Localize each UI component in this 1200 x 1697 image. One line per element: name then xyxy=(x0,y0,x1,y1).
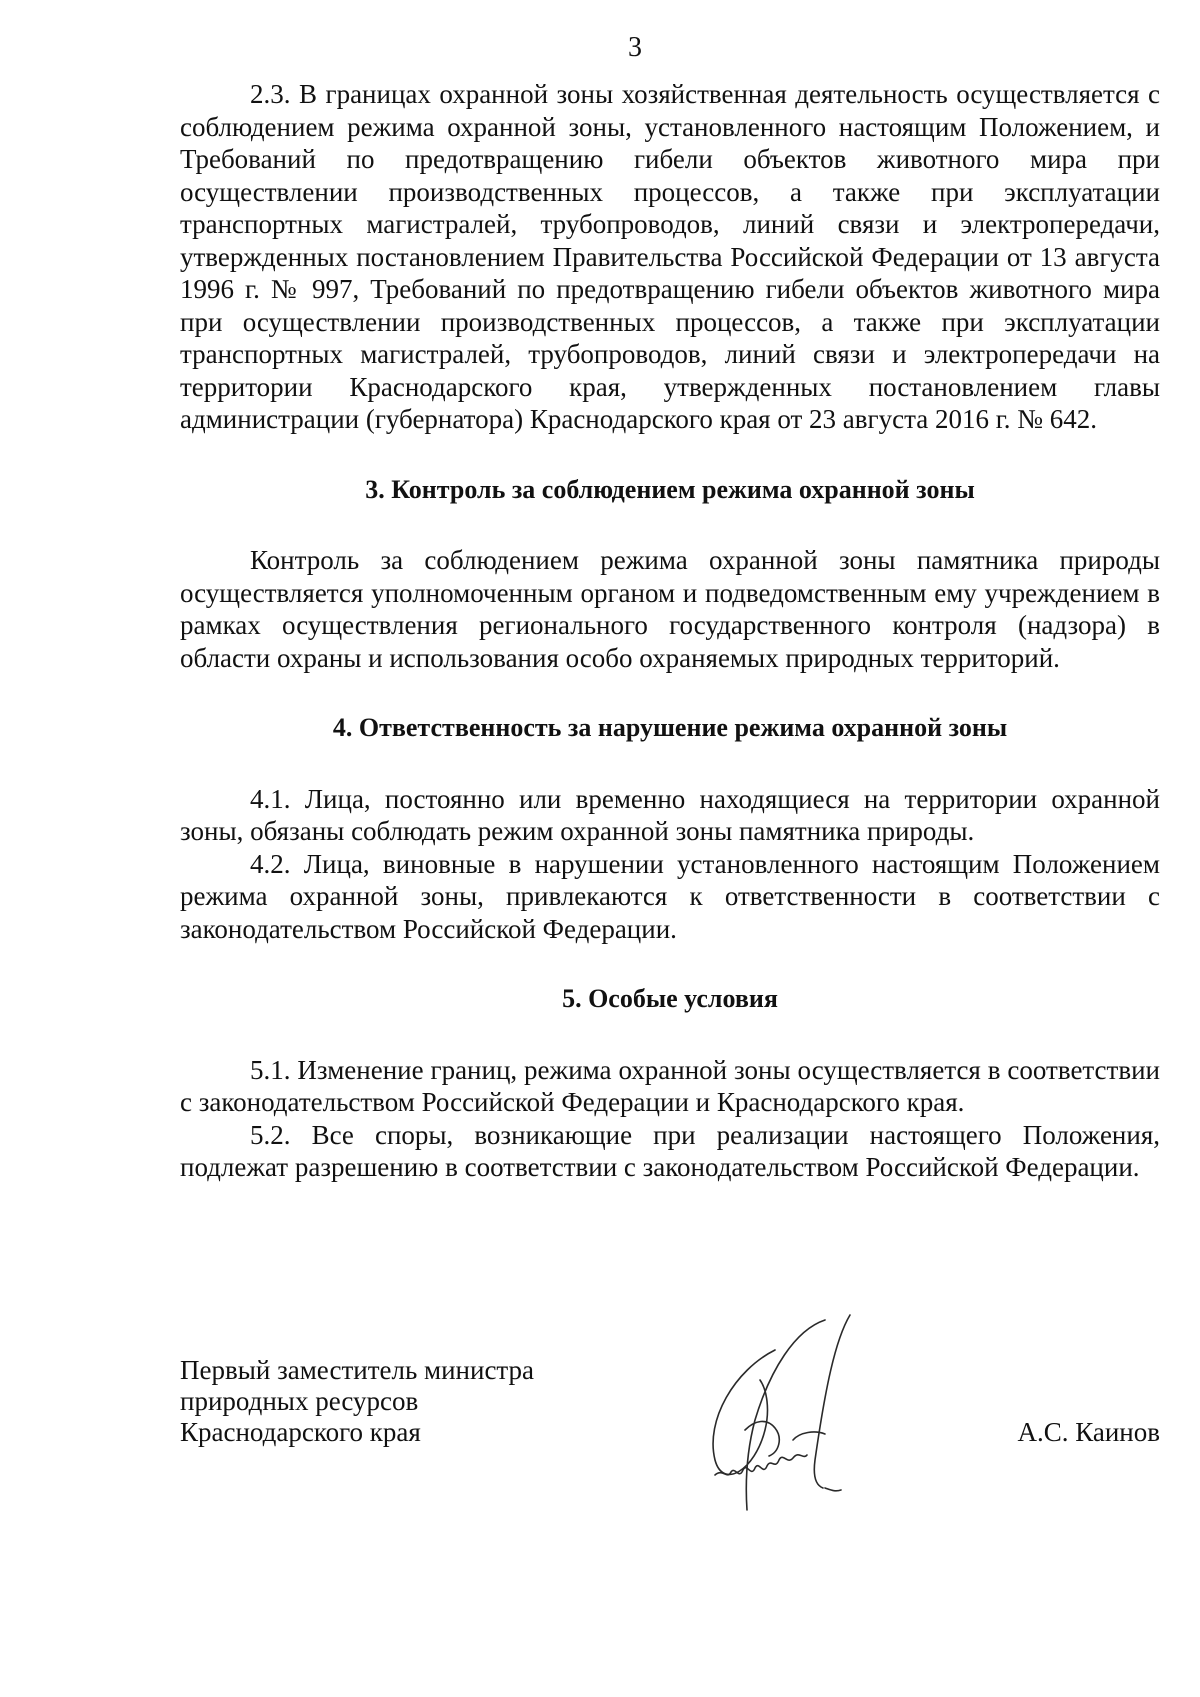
signature-stroke xyxy=(715,1455,807,1475)
page-number: 3 xyxy=(628,32,642,63)
section-5-heading: 5. Особые условия xyxy=(562,984,778,1013)
document-body xyxy=(180,78,1160,1184)
signatory-position-line: Первый заместитель министра xyxy=(180,1355,535,1385)
signature-stroke xyxy=(814,1315,850,1488)
handwritten-signature xyxy=(675,1310,885,1540)
paragraph-5-2: 5.2. Все споры, возникающие при реализации настоящего Положения, подлежат разрешению в соответствии с законодательством Российской Федерации. xyxy=(180,1119,1160,1182)
paragraph-4-1: 4.1. Лица, постоянно или временно находящиеся на территории охранной зоны, обязаны соблюдать режим охранной зоны памятника природы. xyxy=(180,783,1160,846)
signature-stroke xyxy=(746,1320,825,1510)
section-3-heading: 3. Контроль за соблюдением режима охранной зоны xyxy=(365,474,975,504)
signatory-position-line: природных ресурсов xyxy=(180,1386,419,1416)
paragraph-4-2: 4.2. Лица, виновные в нарушении установленного настоящим Положением режима охранной зоны, привлекаются к ответственности в соответствии с законодательством Российской Федерации. xyxy=(180,848,1160,944)
signatory-position xyxy=(180,1355,534,1448)
signatory-name: А.С. Каинов xyxy=(1017,1417,1160,1447)
signatory-position-line: Краснодарского края xyxy=(180,1417,421,1447)
signature-stroke xyxy=(793,1432,825,1440)
signature-stroke xyxy=(713,1350,775,1474)
paragraph-5-1: 5.1. Изменение границ, режима охранной зоны осуществляется в соответствии с законодательством Российской Федерации и Краснодарского края. xyxy=(180,1054,1160,1117)
section-3-paragraph: Контроль за соблюдением режима охранной зоны памятника природы осуществляется уполномоченным органом и подведомственным ему учреждением в рамках осуществления регионального государственного контроля (надзора) в области охраны и использования особо охраняемых природных территорий. xyxy=(180,545,1160,673)
signature-block xyxy=(180,1355,1160,1555)
signature-stroke xyxy=(825,1488,841,1491)
section-4-heading: 4. Ответственность за нарушение режима охранной зоны xyxy=(332,713,1008,742)
paragraph-2-3: 2.3. В границах охранной зоны хозяйственная деятельность осуществляется с соблюдением режима охранной зоны, установленного настоящим Положением, и Требований по предотвращению гибели объектов животного мира при осуществлении производственных процессов, а также при эксплуатации транспортных магистралей, трубопроводов, линий связи и электропередачи, утвержденных постановлением Правительства Российской Федерации от 13 августа 1996 г. № 997, Требований по предотвращению гибели объектов животного мира при осуществлении производственных процессов, а также при эксплуатации транспортных магистралей, трубопроводов, линий связи и электропередачи на территории Краснодарского края, утвержденных постановлением главы администрации (губернатора) Краснодарского края от 23 августа 2016 г. № 642. xyxy=(180,79,1160,434)
